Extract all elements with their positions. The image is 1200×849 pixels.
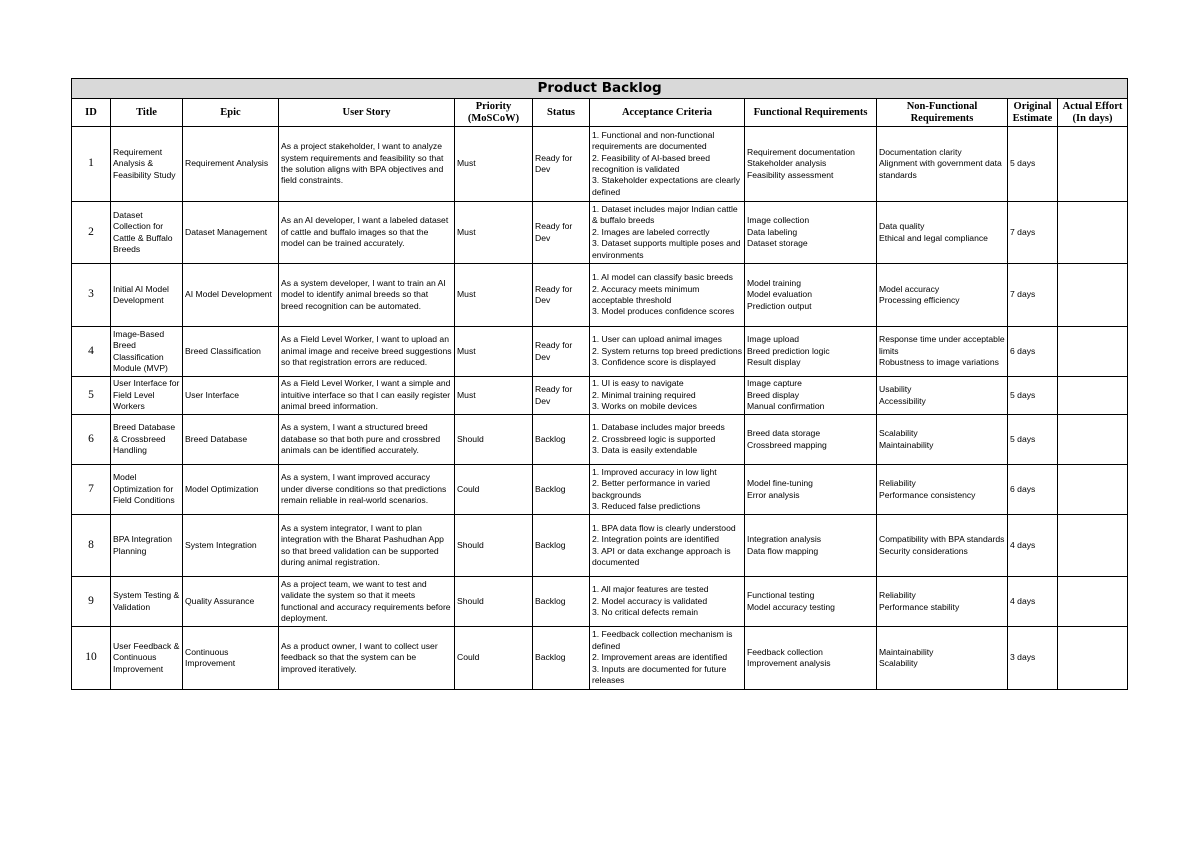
cell-acceptance-criteria (590, 327, 745, 377)
cell-acceptance-criteria (590, 515, 745, 577)
cell-non-functional-requirements (877, 127, 1008, 202)
cell-epic: Model Optimization (183, 465, 279, 515)
cell-functional-requirements-line: Model fine-tuning (747, 478, 813, 489)
cell-acceptance-criteria (590, 127, 745, 202)
cell-status: Ready for Dev (533, 327, 590, 377)
table-row (72, 264, 1128, 327)
cell-title: System Testing & Validation (111, 577, 183, 627)
header-user-story: User Story (279, 99, 455, 127)
cell-acceptance-criteria-line: 2. Feasibility of AI-based breed recognition is validated (592, 152, 710, 174)
cell-functional-requirements-line: Data labeling (747, 226, 798, 237)
cell-non-functional-requirements-line: Maintainability (879, 646, 934, 657)
cell-acceptance-criteria-line: 3. Reduced false predictions (592, 500, 701, 511)
header-acceptance-criteria: Acceptance Criteria (590, 99, 745, 127)
cell-functional-requirements-line: Crossbreed mapping (747, 439, 827, 450)
cell-epic: Quality Assurance (183, 577, 279, 627)
cell-id: 5 (72, 377, 111, 415)
cell-non-functional-requirements-line: Response time under acceptable limits (879, 334, 1005, 356)
cell-original-estimate: 4 days (1008, 577, 1058, 627)
cell-functional-requirements-line: Image capture (747, 378, 802, 389)
cell-non-functional-requirements-line: Data quality (879, 221, 925, 232)
cell-functional-requirements-line: Stakeholder analysis (747, 158, 827, 169)
cell-epic: AI Model Development (183, 264, 279, 327)
cell-functional-requirements (745, 264, 877, 327)
cell-id: 6 (72, 415, 111, 465)
table-row (72, 415, 1128, 465)
cell-user-story: As a system developer, I want to train an AI model to identify animal breeds so that breed recognition can be automated. (279, 264, 455, 327)
cell-status: Ready for Dev (533, 264, 590, 327)
cell-acceptance-criteria (590, 264, 745, 327)
cell-non-functional-requirements (877, 264, 1008, 327)
cell-functional-requirements-line: Feedback collection (747, 646, 823, 657)
cell-non-functional-requirements (877, 377, 1008, 415)
header-epic: Epic (183, 99, 279, 127)
cell-functional-requirements-line: Requirement documentation (747, 146, 855, 157)
cell-priority: Should (455, 577, 533, 627)
cell-priority: Must (455, 127, 533, 202)
cell-acceptance-criteria-line: 2. System returns top breed predictions (592, 345, 742, 356)
cell-original-estimate: 5 days (1008, 127, 1058, 202)
cell-functional-requirements-line: Model accuracy testing (747, 601, 835, 612)
cell-acceptance-criteria-line: 1. BPA data flow is clearly understood (592, 522, 736, 533)
cell-original-estimate: 5 days (1008, 415, 1058, 465)
header-id: ID (72, 99, 111, 127)
cell-acceptance-criteria-line: 1. Functional and non-functional requirements are documented (592, 129, 715, 152)
cell-non-functional-requirements-line: Performance consistency (879, 489, 976, 500)
cell-original-estimate: 5 days (1008, 377, 1058, 415)
table-row (72, 515, 1128, 577)
cell-user-story: As a project stakeholder, I want to analyze system requirements and feasibility so that the solution aligns with BPA objectives and field constraints. (279, 127, 455, 202)
cell-non-functional-requirements-line: Reliability (879, 590, 916, 601)
cell-title: Model Optimization for Field Conditions (111, 465, 183, 515)
cell-functional-requirements-line: Integration analysis (747, 534, 822, 545)
cell-functional-requirements-line: Model evaluation (747, 289, 812, 300)
cell-acceptance-criteria-line: 2. Integration points are identified (592, 534, 720, 545)
cell-functional-requirements-line: Image collection (747, 215, 810, 226)
header-row (72, 99, 1128, 127)
cell-epic: Continuous Improvement (183, 627, 279, 690)
cell-acceptance-criteria-line: 1. Database includes major breeds (592, 422, 725, 433)
backlog-rows (72, 127, 1128, 690)
cell-title: User Feedback & Continuous Improvement (111, 627, 183, 690)
cell-functional-requirements (745, 327, 877, 377)
header-functional-requirements: Functional Requirements (745, 99, 877, 127)
cell-user-story: As a Field Level Worker, I want a simple and intuitive interface so that I can easily register animal breed information. (279, 377, 455, 415)
cell-acceptance-criteria-line: 2. Model accuracy is validated (592, 595, 708, 606)
cell-epic: Dataset Management (183, 202, 279, 264)
cell-acceptance-criteria-line: 3. Inputs are documented for future releases (592, 663, 727, 686)
cell-status: Ready for Dev (533, 202, 590, 264)
cell-functional-requirements-line: Breed prediction logic (747, 345, 830, 356)
cell-actual-effort (1058, 327, 1128, 377)
cell-non-functional-requirements-line: Processing efficiency (879, 295, 960, 305)
cell-acceptance-criteria-line: 3. Data is easily extendable (592, 445, 698, 456)
cell-acceptance-criteria-line: 2. Crossbreed logic is supported (592, 433, 716, 444)
cell-id: 9 (72, 577, 111, 627)
cell-title: Dataset Collection for Cattle & Buffalo Breeds (111, 202, 183, 264)
cell-functional-requirements-line: Feasibility assessment (747, 169, 834, 180)
cell-acceptance-criteria-line: 3. API or data exchange approach is documented (592, 545, 731, 567)
cell-non-functional-requirements-line: Robustness to image variations (879, 357, 999, 368)
cell-epic: Requirement Analysis (183, 127, 279, 202)
cell-acceptance-criteria-line: 3. No critical defects remain (592, 607, 699, 618)
cell-acceptance-criteria (590, 577, 745, 627)
cell-priority: Must (455, 377, 533, 415)
cell-acceptance-criteria (590, 415, 745, 465)
table-row (72, 202, 1128, 264)
cell-actual-effort (1058, 127, 1128, 202)
cell-original-estimate: 3 days (1008, 627, 1058, 690)
cell-priority: Could (455, 627, 533, 690)
cell-id: 1 (72, 127, 111, 202)
cell-user-story: As an AI developer, I want a labeled dataset of cattle and buffalo images so that the model can be trained accurately. (279, 202, 455, 264)
cell-functional-requirements-line: Breed display (747, 389, 800, 400)
cell-title: User Interface for Field Level Workers (111, 377, 183, 415)
cell-non-functional-requirements-line: Ethical and legal compliance (879, 232, 988, 243)
cell-non-functional-requirements-line: Performance stability (879, 601, 960, 612)
cell-non-functional-requirements (877, 515, 1008, 577)
table-row (72, 577, 1128, 627)
cell-acceptance-criteria-line: 2. Improvement areas are identified (592, 652, 728, 663)
cell-id: 2 (72, 202, 111, 264)
cell-original-estimate: 4 days (1008, 515, 1058, 577)
cell-acceptance-criteria-line: 1. Improved accuracy in low light (592, 466, 717, 477)
cell-acceptance-criteria-line: 3. Works on mobile devices (592, 401, 697, 412)
cell-status: Ready for Dev (533, 377, 590, 415)
cell-non-functional-requirements-line: Reliability (879, 478, 916, 489)
cell-user-story: As a Field Level Worker, I want to upload an animal image and receive breed suggestions so that registration errors are reduced. (279, 327, 455, 377)
cell-acceptance-criteria-line: 2. Accuracy meets minimum acceptable threshold (592, 283, 700, 305)
cell-non-functional-requirements-line: Maintainability (879, 439, 934, 450)
cell-acceptance-criteria-line: 2. Better performance in varied backgrounds (592, 478, 710, 500)
header-non-functional-requirements: Non-Functional Requirements (877, 99, 1008, 127)
cell-status: Backlog (533, 627, 590, 690)
cell-epic: Breed Classification (183, 327, 279, 377)
cell-non-functional-requirements-line: Scalability (879, 428, 918, 439)
cell-non-functional-requirements-line: Documentation clarity (879, 146, 962, 157)
cell-non-functional-requirements (877, 627, 1008, 690)
cell-status: Backlog (533, 515, 590, 577)
cell-acceptance-criteria-line: 1. UI is easy to navigate (592, 378, 684, 389)
cell-acceptance-criteria-line: 2. Minimal training required (592, 389, 696, 400)
cell-functional-requirements-line: Manual confirmation (747, 401, 825, 412)
cell-actual-effort (1058, 202, 1128, 264)
cell-functional-requirements-line: Dataset storage (747, 238, 808, 249)
cell-user-story: As a system integrator, I want to plan integration with the Bharat Pashudhan App so that breed validation can be supported during animal registration. (279, 515, 455, 577)
cell-acceptance-criteria-line: 3. Stakeholder expectations are clearly defined (592, 175, 741, 197)
cell-acceptance-criteria-line: 1. Feedback collection mechanism is defined (592, 629, 733, 651)
cell-id: 3 (72, 264, 111, 327)
cell-id: 10 (72, 627, 111, 690)
cell-priority: Should (455, 515, 533, 577)
cell-functional-requirements-line: Image upload (747, 334, 800, 345)
table-row (72, 127, 1128, 202)
cell-non-functional-requirements-line: Security considerations (879, 545, 968, 556)
cell-priority: Should (455, 415, 533, 465)
cell-id: 4 (72, 327, 111, 377)
cell-title: BPA Integration Planning (111, 515, 183, 577)
cell-status: Ready for Dev (533, 127, 590, 202)
cell-epic: Breed Database (183, 415, 279, 465)
cell-original-estimate: 6 days (1008, 327, 1058, 377)
cell-original-estimate: 7 days (1008, 202, 1058, 264)
cell-title: Requirement Analysis & Feasibility Study (111, 127, 183, 202)
cell-acceptance-criteria-line: 1. User can upload animal images (592, 334, 722, 345)
cell-actual-effort (1058, 264, 1128, 327)
cell-acceptance-criteria-line: 3. Confidence score is displayed (592, 357, 716, 368)
cell-priority: Must (455, 327, 533, 377)
cell-non-functional-requirements-line: Usability (879, 384, 912, 395)
cell-functional-requirements-line: Model training (747, 277, 801, 288)
cell-functional-requirements-line: Result display (747, 357, 801, 368)
cell-title: Breed Database & Crossbreed Handling (111, 415, 183, 465)
header-title: Title (111, 99, 183, 127)
cell-acceptance-criteria (590, 627, 745, 690)
cell-title: Image-Based Breed Classification Module (MVP) (111, 327, 183, 377)
cell-epic: User Interface (183, 377, 279, 415)
cell-non-functional-requirements-line: Alignment with government data standards (879, 158, 1002, 180)
cell-status: Backlog (533, 577, 590, 627)
cell-non-functional-requirements-line: Accessibility (879, 395, 926, 406)
table-row (72, 465, 1128, 515)
cell-actual-effort (1058, 465, 1128, 515)
cell-id: 7 (72, 465, 111, 515)
cell-acceptance-criteria-line: 3. Dataset supports multiple poses and environments (592, 238, 741, 260)
cell-functional-requirements (745, 202, 877, 264)
cell-status: Backlog (533, 415, 590, 465)
cell-non-functional-requirements (877, 202, 1008, 264)
cell-non-functional-requirements (877, 415, 1008, 465)
cell-acceptance-criteria (590, 202, 745, 264)
cell-user-story: As a project team, we want to test and validate the system so that it meets functional and accuracy requirements before deployment. (279, 577, 455, 627)
cell-user-story: As a system, I want improved accuracy under diverse conditions so that predictions remain reliable in real-world scenarios. (279, 465, 455, 515)
cell-functional-requirements-line: Error analysis (747, 489, 800, 500)
cell-functional-requirements (745, 465, 877, 515)
header-original-estimate: Original Estimate (1008, 99, 1058, 127)
cell-acceptance-criteria-line: 1. Dataset includes major Indian cattle & buffalo breeds (592, 203, 738, 226)
cell-functional-requirements (745, 577, 877, 627)
cell-acceptance-criteria-line: 3. Model produces confidence scores (592, 306, 735, 317)
cell-acceptance-criteria (590, 377, 745, 415)
cell-priority: Must (455, 264, 533, 327)
cell-actual-effort (1058, 515, 1128, 577)
cell-functional-requirements (745, 377, 877, 415)
cell-user-story: As a product owner, I want to collect user feedback so that the system can be improved iteratively. (279, 627, 455, 690)
cell-acceptance-criteria-line: 1. All major features are tested (592, 584, 709, 595)
cell-original-estimate: 7 days (1008, 264, 1058, 327)
cell-non-functional-requirements-line: Compatibility with BPA standards (879, 534, 1005, 545)
header-actual-effort: Actual Effort (In days) (1058, 99, 1128, 127)
cell-functional-requirements-line: Breed data storage (747, 428, 821, 439)
cell-acceptance-criteria-line: 2. Images are labeled correctly (592, 226, 710, 237)
cell-functional-requirements-line: Prediction output (747, 300, 812, 311)
cell-actual-effort (1058, 415, 1128, 465)
cell-id: 8 (72, 515, 111, 577)
cell-functional-requirements (745, 127, 877, 202)
cell-functional-requirements-line: Functional testing (747, 590, 815, 601)
cell-priority: Must (455, 202, 533, 264)
cell-non-functional-requirements-line: Scalability (879, 658, 918, 668)
cell-actual-effort (1058, 577, 1128, 627)
cell-status: Backlog (533, 465, 590, 515)
cell-functional-requirements (745, 627, 877, 690)
cell-non-functional-requirements (877, 327, 1008, 377)
cell-actual-effort (1058, 627, 1128, 690)
cell-epic: System Integration (183, 515, 279, 577)
product-backlog-table (71, 78, 1128, 690)
cell-user-story: As a system, I want a structured breed database so that both pure and crossbred animals can be identified accurately. (279, 415, 455, 465)
cell-actual-effort (1058, 377, 1128, 415)
cell-original-estimate: 6 days (1008, 465, 1058, 515)
sheet-title: Product Backlog (72, 79, 1128, 99)
cell-functional-requirements (745, 415, 877, 465)
header-status: Status (533, 99, 590, 127)
cell-acceptance-criteria (590, 465, 745, 515)
cell-functional-requirements-line: Improvement analysis (747, 658, 831, 668)
table-row (72, 327, 1128, 377)
cell-acceptance-criteria-line: 1. AI model can classify basic breeds (592, 272, 733, 283)
table-row (72, 377, 1128, 415)
cell-non-functional-requirements (877, 577, 1008, 627)
header-priority: Priority (MoSCoW) (455, 99, 533, 127)
title-row (72, 79, 1128, 99)
cell-non-functional-requirements (877, 465, 1008, 515)
cell-priority: Could (455, 465, 533, 515)
cell-functional-requirements (745, 515, 877, 577)
cell-non-functional-requirements-line: Model accuracy (879, 283, 940, 294)
cell-functional-requirements-line: Data flow mapping (747, 545, 819, 556)
table-row (72, 627, 1128, 690)
cell-title: Initial AI Model Development (111, 264, 183, 327)
